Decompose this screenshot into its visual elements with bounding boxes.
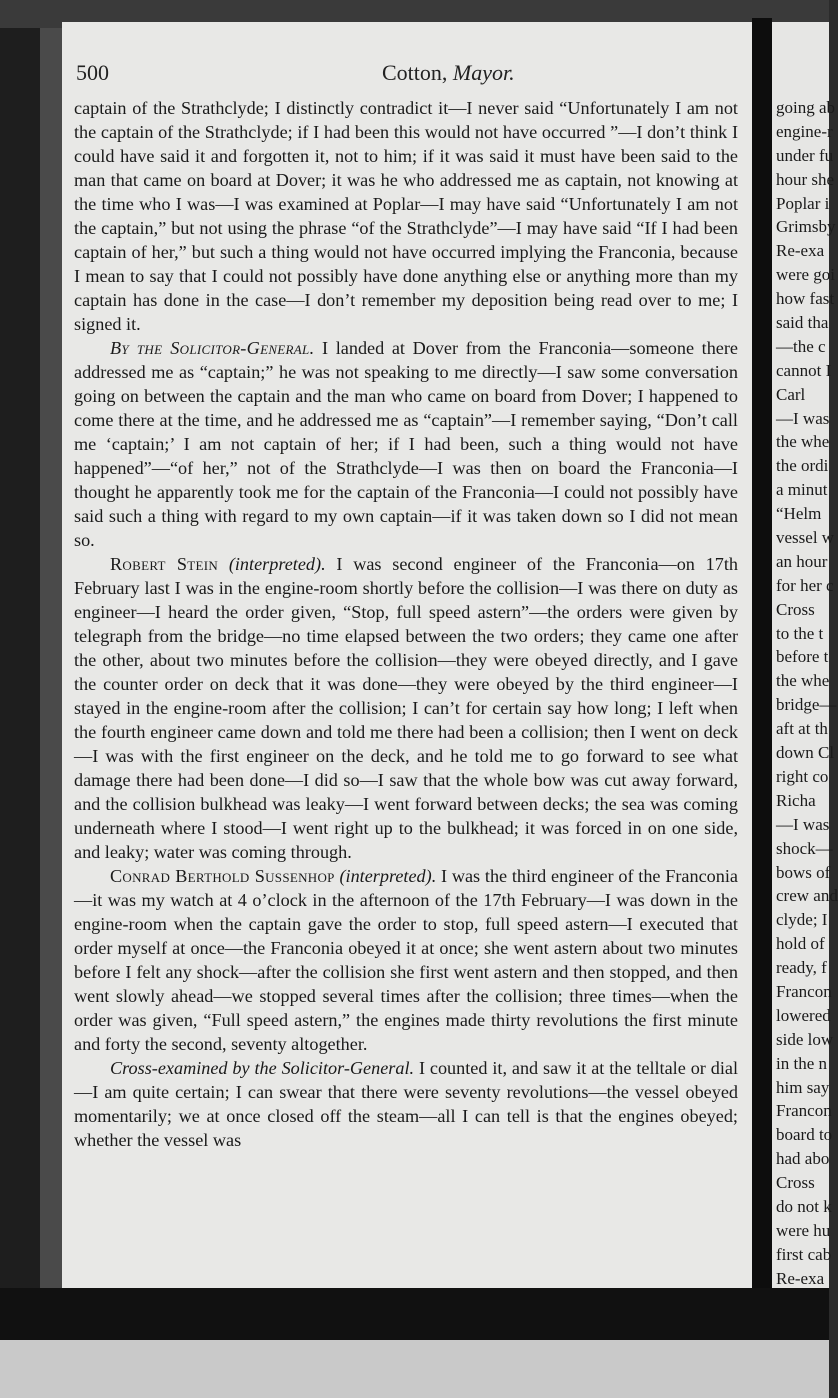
- facing-page-line: do not k: [776, 1196, 832, 1216]
- facing-page-line: ready, f: [776, 958, 827, 978]
- paragraph-text: I landed at Dover from the Franconia—someone there addressed me as “captain;” he was not speaking to me directly—I saw some conversation going on between the captain and the man who came on board from Dover; I happened to come there at the time, and he addressed me as “captain”—I remember saying, “Don’t call me ‘captain;’ I am not captain of her; if I had been, such a thing would not have happened”—“of her,” not of the Strathclyde—I was then on board the Franconia—I thought he apparently took me for the captain of the Franconia—I could not possibly have said such a thing with regard to my own captain—if it was taken down so I did not mean so.: [74, 338, 738, 550]
- facing-page-line: under fu: [776, 145, 834, 165]
- facing-page-text: [776, 96, 836, 1338]
- facing-page-line: —I was: [776, 814, 830, 834]
- facing-page-line: how fast: [776, 289, 835, 309]
- facing-page-line: aft at th: [776, 719, 828, 739]
- facing-page-line: an hour: [776, 551, 828, 571]
- spine-stripe: [40, 20, 62, 1290]
- speaker-lead: By the Solicitor-General.: [110, 338, 315, 358]
- facing-page-line: first cab: [776, 1244, 832, 1264]
- facing-page-line: in the n: [776, 1053, 827, 1073]
- facing-page-line: down Cl: [776, 743, 835, 763]
- testimony-text: [74, 96, 738, 1152]
- facing-page-line: lowered: [776, 1005, 831, 1025]
- page-header: [76, 42, 515, 85]
- facing-page-line: clyde; I: [776, 910, 828, 930]
- facing-page-line: engine-r: [776, 121, 833, 141]
- paragraph-conrad-sussenhop: [74, 864, 738, 1056]
- running-head: [382, 60, 515, 86]
- facing-page-line: a minut: [776, 480, 828, 500]
- paragraph-robert-stein: [74, 552, 738, 864]
- facing-page-line: had abo: [776, 1149, 830, 1169]
- scan-bottom-border: [0, 1288, 829, 1398]
- facing-page-line: to the t: [776, 623, 824, 643]
- facing-page-line: —I was: [776, 408, 830, 428]
- facing-page-line: crew and: [776, 886, 838, 906]
- witness-note: (interpreted).: [339, 866, 437, 886]
- facing-page-line: shock—: [776, 838, 833, 858]
- facing-page-line: the whe: [776, 432, 830, 452]
- facing-page: [772, 22, 838, 1290]
- facing-page-line: Cross: [776, 599, 815, 619]
- book-gutter: [752, 18, 772, 1290]
- book-spine-shadow: [0, 0, 62, 1300]
- speaker-lead: Cross-examined by the Solicitor-General.: [110, 1058, 415, 1078]
- facing-page-line: were hu: [776, 1220, 831, 1240]
- paragraph-text: I was second engineer of the Franconia—on 17th February last I was in the engine-room shortly before the collision—I was there on duty as engineer—I heard the order given, “Stop, full speed astern”—the orders were given by telegraph from the bridge—no time elapsed between the two orders; they came one after the other, about two minutes before the collision—they were obeyed directly, and I gave the counter order on deck that it was done—they were obeyed by the third engineer—I stayed in the engine-room after the collision; I can’t for certain say how long; I left when the fourth engineer came down and told me there had been a collision; then I went on deck—I was with the first engineer on the deck, and he told me to go forward to see what damage there had been done—I did so—I saw that the whole bow was cut away forward, and the collision bulkhead was leaky—I went forward between decks; the sea was coming underneath where I stood—I went right up to the bulkhead; it was forced in on one side, and leaky; water was coming through.: [74, 554, 738, 862]
- paragraph-text: captain of the Strathclyde; I distinctly contradict it—I never said “Unfortunately I am not the captain of the Strathclyde; if I had been this would not have occurred ”—I don’t think I could have said it and forgotten it, not to him; if it was said it must have been said to the man that came on board at Dover; it was he who addressed me as captain, not knowing at the time who I was—I was examined at Poplar—I may have said “Unfortunately I am not the captain,” but not using the phrase “of the Strathclyde”—I may have said “If I had been captain of her,” but such a thing would not have occurred implying the Franconia, because I mean to say that I could not possibly have done anything else or anything more than my captain has done in the case—I don’t remember my deposition being read over to me; I signed it.: [74, 98, 738, 334]
- paragraph-solicitor-general-exam: [74, 336, 738, 552]
- facing-page-line: the ordi: [776, 456, 829, 476]
- facing-page-line: were goi: [776, 265, 836, 285]
- facing-page-line: hour she: [776, 169, 835, 189]
- page-number: 500: [76, 60, 109, 85]
- facing-page-line: Francon: [776, 981, 832, 1001]
- facing-page-line: right co: [776, 766, 829, 786]
- paragraph-cross-examined: [74, 1056, 738, 1152]
- scan-bottom-shadow: [0, 1288, 829, 1340]
- facing-page-line: said tha: [776, 313, 829, 333]
- running-head-title: Mayor.: [452, 60, 515, 85]
- facing-page-line: —the c: [776, 336, 826, 356]
- facing-page-line: him say: [776, 1077, 830, 1097]
- facing-page-line: Re-exa: [776, 241, 825, 261]
- witness-name: Robert Stein: [110, 554, 219, 574]
- facing-page-line: board to: [776, 1125, 833, 1145]
- witness-name: Conrad Berthold Sussenhop: [110, 866, 335, 886]
- paragraph-text: I was the third engineer of the Franconia—it was my watch at 4 o’clock in the afternoon of the 17th February—I was down in the engine-room when the captain gave the order to stop, full speed astern—I executed that order myself at once—the Franconia obeyed it at once; she went astern about two minutes before I felt any shock—after the collision she first went astern and then stopped, and then went slowly ahead—we stopped several times after the collision; three times—when the order was given, “Full speed astern,” the engines made thirty revolutions the first minute and forty the second, seventy altogether.: [74, 866, 738, 1054]
- facing-page-line: Carl: [776, 384, 806, 404]
- facing-page-line: vessel w: [776, 528, 835, 548]
- facing-page-line: Francon: [776, 1101, 832, 1121]
- paragraph-continuation: [74, 96, 738, 336]
- facing-page-line: side low: [776, 1029, 834, 1049]
- facing-page-line: for her c: [776, 575, 834, 595]
- facing-page-line: bows of: [776, 862, 831, 882]
- facing-page-line: Richa: [776, 790, 816, 810]
- facing-page-line: Grimsby: [776, 217, 836, 237]
- facing-page-line: hold of: [776, 934, 825, 954]
- facing-page-line: bridge—: [776, 695, 837, 715]
- facing-page-line: Cross: [776, 1173, 815, 1193]
- facing-page-line: cannot I: [776, 360, 832, 380]
- paragraph-text: I counted it, and saw it at the telltale or dial—I am quite certain; I can swear that there were seventy revolutions—the vessel obeyed momentarily; we at once closed off the steam—all I can tell is that the engines obeyed; whether the vessel was: [74, 1058, 738, 1150]
- facing-page-line: “Helm: [776, 504, 822, 524]
- facing-page-line: going ab: [776, 98, 836, 117]
- facing-page-line: Poplar i: [776, 193, 830, 213]
- facing-page-line: the whe: [776, 671, 830, 691]
- facing-page-line: Re-exa: [776, 1268, 825, 1288]
- witness-note: (interpreted).: [228, 554, 326, 574]
- running-head-name: Cotton,: [382, 60, 448, 85]
- facing-page-line: before t: [776, 647, 829, 667]
